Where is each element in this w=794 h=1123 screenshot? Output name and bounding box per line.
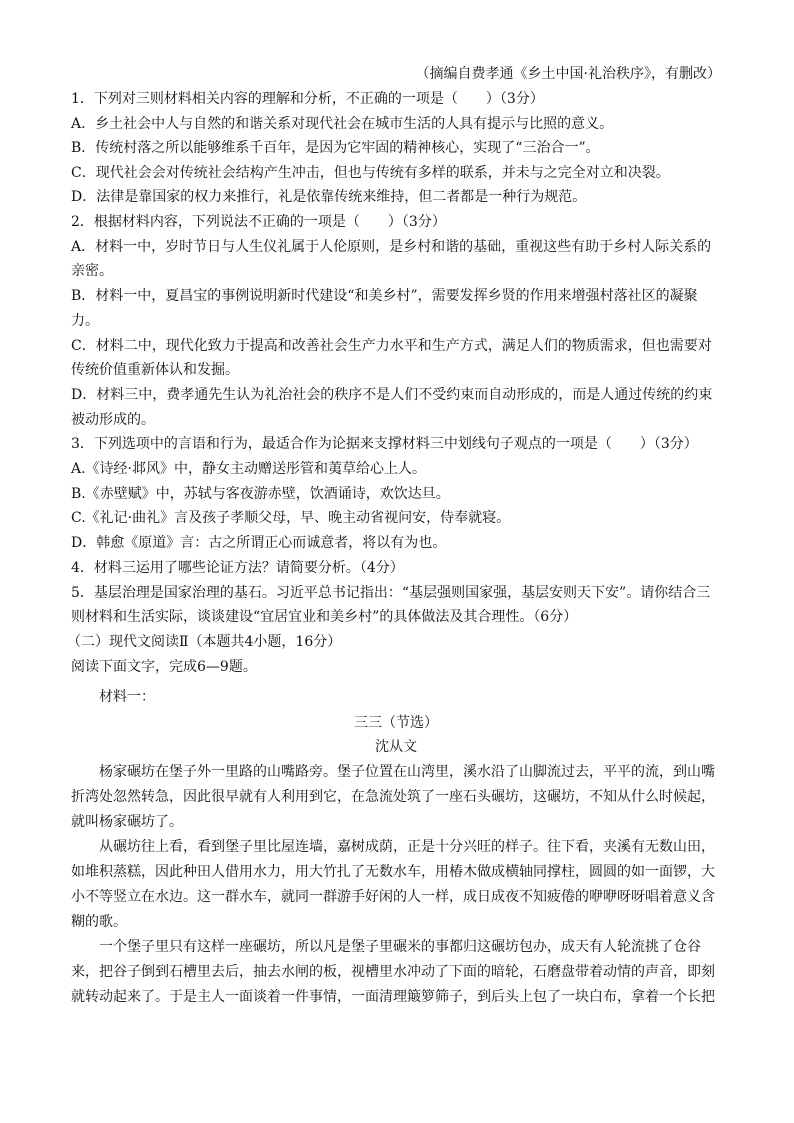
question-3-option-a: A.《诗经·邶风》中，静女主动赠送彤管和荑草给心上人。 [71, 461, 427, 477]
passage-line: 如堆积蒸糕，因此种田人借用水力，用大竹扎了无数水车，用椿木做成横轴同撑柱，圆圆的如一面锣，大 [71, 864, 715, 880]
source-note: （摘编自费孝通《乡土中国·礼治秩序》，有删改） [415, 66, 721, 82]
question-1-option-a: A．乡土社会中人与自然的和谐关系对现代社会在城市生活的人具有提示与比照的意义。 [71, 116, 614, 132]
reading-instruction: 阅读下面文字，完成6—9题。 [71, 659, 257, 675]
question-2-stem: 2．根据材料内容，下列说法不正确的一项是（ ）（3分） [71, 214, 446, 230]
passage-author: 沈从文 [375, 739, 417, 755]
question-1-option-b: B．传统村落之所以能够维系千百年，是因为它牢固的精神核心，实现了“三治合一”。 [71, 140, 600, 156]
passage-title: 三三（节选） [354, 715, 438, 731]
question-3-option-c: C.《礼记·曲礼》言及孩子孝顺父母，早、晚主动省视问安，侍奉就寝。 [71, 510, 511, 526]
question-2-option-c-cont: 传统价值重新体认和发掘。 [71, 362, 239, 378]
question-4: 4．材料三运用了哪些论证方法？请简要分析。（4分） [71, 560, 404, 576]
question-2-option-b-cont: 力。 [71, 313, 99, 329]
question-2-option-c: C．材料二中，现代化致力于提高和改善社会生产力水平和生产方式，满足人们的物质需求，但也需要对 [71, 338, 712, 354]
question-1-option-c: C．现代社会会对传统社会结构产生冲击，但也与传统有多样的联系，并未与之完全对立和决裂。 [71, 165, 670, 181]
passage-line: 就转动起来了。于是主人一面谈着一件事情，一面清理簸箩筛子，到后头上包了一块白布，拿着一个长把 [71, 989, 715, 1005]
passage-line: 折湾处忽然转急，因此很早就有人利用到它，在急流处筑了一座石头碾坊，这碾坊，不知从什么时候起， [71, 789, 715, 805]
section-heading: （二）现代文阅读Ⅱ（本题共4小题，16分） [67, 634, 342, 650]
passage-line: 糊的歌。 [71, 914, 127, 930]
question-3-option-d: D．韩愈《原道》言：古之所谓正心而诚意者，将以有为也。 [71, 535, 447, 551]
material-label: 材料一： [99, 689, 155, 705]
passage-line: 一个堡子里只有这样一座碾坊，所以凡是堡子里碾米的事都归这碾坊包办，成天有人轮流挑了仓谷 [99, 939, 701, 955]
question-2-option-b: B．材料一中，夏昌宝的事例说明新时代建设“和美乡村”，需要发挥乡贤的作用来增强村落社区的凝聚 [71, 288, 698, 304]
question-2-option-a: A．材料一中，岁时节日与人生仪礼属于人伦原则，是乡村和谐的基础，重视这些有助于乡村人际关系的 [71, 239, 712, 255]
question-3-option-b: B.《赤壁赋》中，苏轼与客夜游赤壁，饮酒诵诗，欢饮达旦。 [71, 486, 450, 502]
question-1-stem: 1．下列对三则材料相关内容的理解和分析，不正确的一项是（ ）（3分） [71, 91, 544, 107]
passage-line: 杨家碾坊在堡子外一里路的山嘴路旁。堡子位置在山湾里，溪水沿了山脚流过去，平平的流，到山嘴 [99, 764, 715, 780]
passage-line: 就叫杨家碾坊了。 [71, 814, 183, 830]
question-5: 5．基层治理是国家治理的基石。习近平总书记指出：“基层强则国家强，基层安则天下安”。请你结合三 [71, 585, 711, 601]
question-2-option-d: D．材料三中，费孝通先生认为礼治社会的秩序不是人们不受约束而自动形成的，而是人通过传统的约束 [71, 387, 713, 403]
question-2-option-a-cont: 亲密。 [71, 263, 113, 279]
passage-line: 从碾坊往上看，看到堡子里比屋连墙，嘉树成荫，正是十分兴旺的样子。往下看，夹溪有无数山田， [99, 839, 715, 855]
passage-line: 来，把谷子倒到石槽里去后，抽去水闸的板，视槽里水冲动了下面的暗轮，石磨盘带着动情的声音，即刻 [71, 964, 715, 980]
question-1-option-d: D．法律是靠国家的权力来推行，礼是依靠传统来维持，但二者都是一种行为规范。 [71, 189, 587, 205]
passage-line: 小不等竖立在水边。这一群水车，就同一群游手好闲的人一样，成日成夜不知疲倦的咿咿呀呀唱着意义含 [71, 889, 715, 905]
question-3-stem: 3．下列选项中的言语和行为，最适合作为论据来支撑材料三中划线句子观点的一项是（ ）（3分） [71, 436, 698, 452]
question-2-option-d-cont: 被动形成的。 [71, 412, 155, 428]
question-5-cont: 则材料和生活实际，谈谈建设“宜居宜业和美乡村”的具体做法及其合理性。（6分） [71, 609, 578, 625]
